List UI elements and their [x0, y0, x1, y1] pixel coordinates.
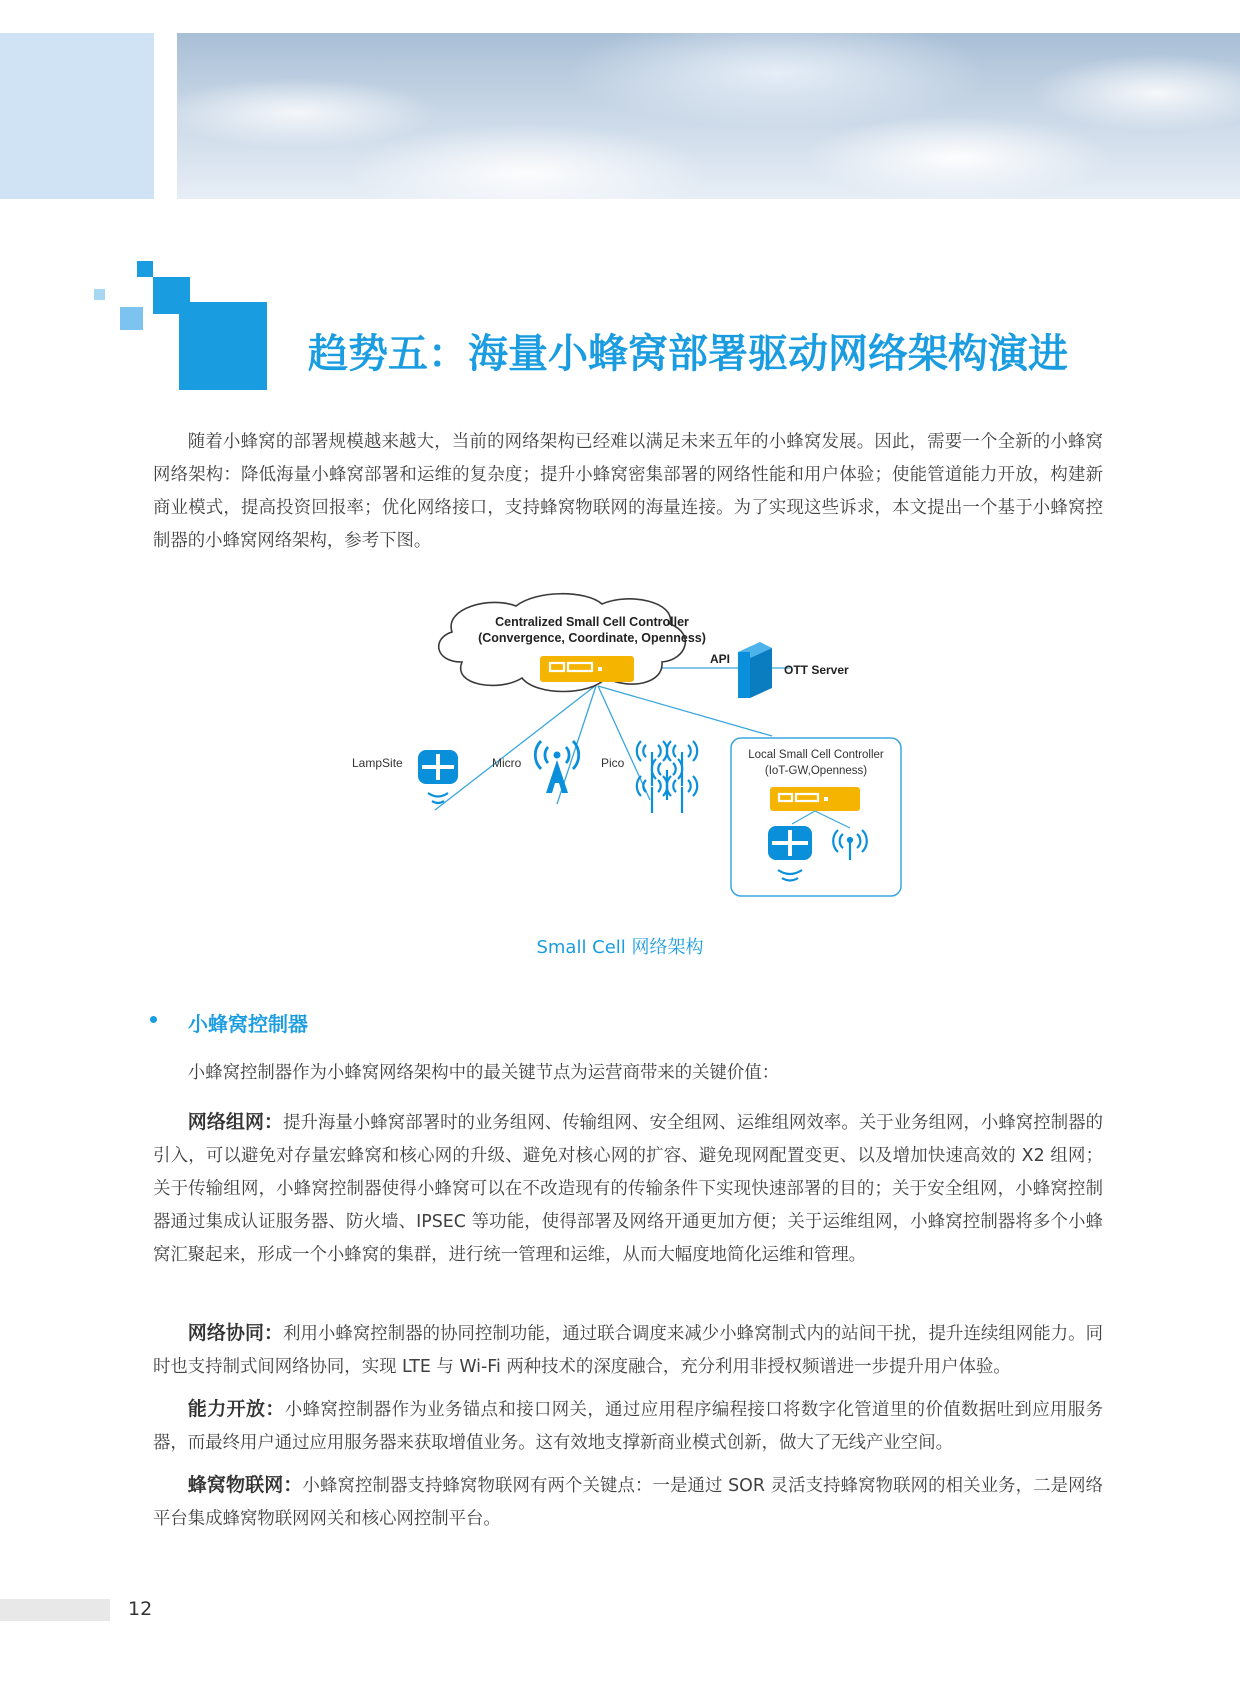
ott-server-label: OTT Server	[784, 663, 849, 677]
pico-label: Pico	[601, 756, 625, 770]
ott-server-icon	[738, 642, 772, 698]
page-title: 趋势五：海量小蜂窝部署驱动网络架构演进	[308, 331, 1068, 377]
item-text: 小蜂窝控制器支持蜂窝物联网有两个关键点：一是通过 SOR 灵活支持蜂窝物联网的相关业务，二是网络平台集成蜂窝物联网网关和核心网控制平台。	[153, 1476, 1103, 1529]
item-text: 提升海量小蜂窝部署时的业务组网、传输组网、安全组网、运维组网效率。关于业务组网，小蜂窝控制器的引入，可以避免对存量宏蜂窝和核心网的升级、避免对核心网的扩容、避免现网配置变更、以及增加快速高效的 X2 组网；关于传输组网，小蜂窝控制器使得小蜂窝可以在不改造现有的传输条件下实现快速部署的目的；关于安全组网，小蜂窝控制器通过集成认证服务器、防火墙、IPSEC 等功能，使得部署及网络开通更加方便；关于运维组网，小蜂窝控制器将多个小蜂窝汇聚起来，形成一个小蜂窝的集群，进行统一管理和运维，从而大幅度地简化运维和管理。	[153, 1113, 1103, 1265]
item-label: 能力开放：	[187, 1398, 285, 1420]
section-lead: 小蜂窝控制器作为小蜂窝网络架构中的最关键节点为运营商带来的关键价值：	[187, 1063, 780, 1083]
item-network-coordination	[153, 1317, 1103, 1384]
local-controller-box	[731, 738, 901, 896]
diagram-caption: Small Cell 网络架构	[536, 937, 704, 958]
header-color-block	[0, 33, 154, 199]
section-heading: 小蜂窝控制器	[188, 1012, 308, 1036]
local-label-line2: (IoT-GW,Openness)	[764, 765, 868, 777]
api-label: API	[710, 652, 731, 666]
micro-tower-icon	[535, 741, 578, 793]
central-controller-icon	[540, 656, 634, 682]
lampsite-icon	[418, 750, 458, 803]
page-number: 12	[128, 1598, 153, 1620]
page-number-bar	[0, 1599, 110, 1621]
small-cell-architecture-diagram	[340, 590, 920, 910]
item-text: 利用小蜂窝控制器的协同控制功能，通过联合调度来减少小蜂窝制式内的站间干扰，提升连续组网能力。同时也支持制式间网络协同，实现 LTE 与 Wi-Fi 两种技术的深度融合，充分利用非授权频谱进一步提升用户体验。	[153, 1324, 1103, 1377]
item-capability-openness	[153, 1393, 1103, 1460]
item-network-topology	[153, 1106, 1103, 1272]
bullet-dot-icon	[150, 1016, 157, 1023]
item-label: 网络组网：	[187, 1111, 284, 1133]
item-label: 蜂窝物联网：	[187, 1474, 303, 1496]
item-cellular-iot	[153, 1469, 1103, 1536]
header-sky-image	[177, 33, 1240, 199]
intro-paragraph: 随着小蜂窝的部署规模越来越大，当前的网络架构已经难以满足未来五年的小蜂窝发展。因此，需要一个全新的小蜂窝网络架构：降低海量小蜂窝部署和运维的复杂度；提升小蜂窝密集部署的网络性能和用户体验；使能管道能力开放，构建新商业模式，提高投资回报率；优化网络接口，支持蜂窝物联网的海量连接。为了实现这些诉求，本文提出一个基于小蜂窝控制器的小蜂窝网络架构，参考下图。	[153, 432, 1103, 551]
pico-antennas-icon	[637, 741, 697, 813]
cloud-label-line2: (Convergence, Coordinate, Openness)	[478, 631, 706, 645]
local-label-line1: Local Small Cell Controller	[748, 749, 884, 761]
item-label: 网络协同：	[187, 1322, 284, 1344]
cloud-label-line1: Centralized Small Cell Controller	[495, 615, 689, 629]
local-controller-icon	[770, 787, 860, 811]
micro-label: Micro	[492, 756, 522, 770]
lampsite-label: LampSite	[352, 756, 403, 770]
item-text: 小蜂窝控制器作为业务锚点和接口网关，通过应用程序编程接口将数字化管道里的价值数据吐到应用服务器，而最终用户通过应用服务器来获取增值业务。这有效地支撑新商业模式创新，做大了无线产业空间。	[153, 1400, 1103, 1453]
